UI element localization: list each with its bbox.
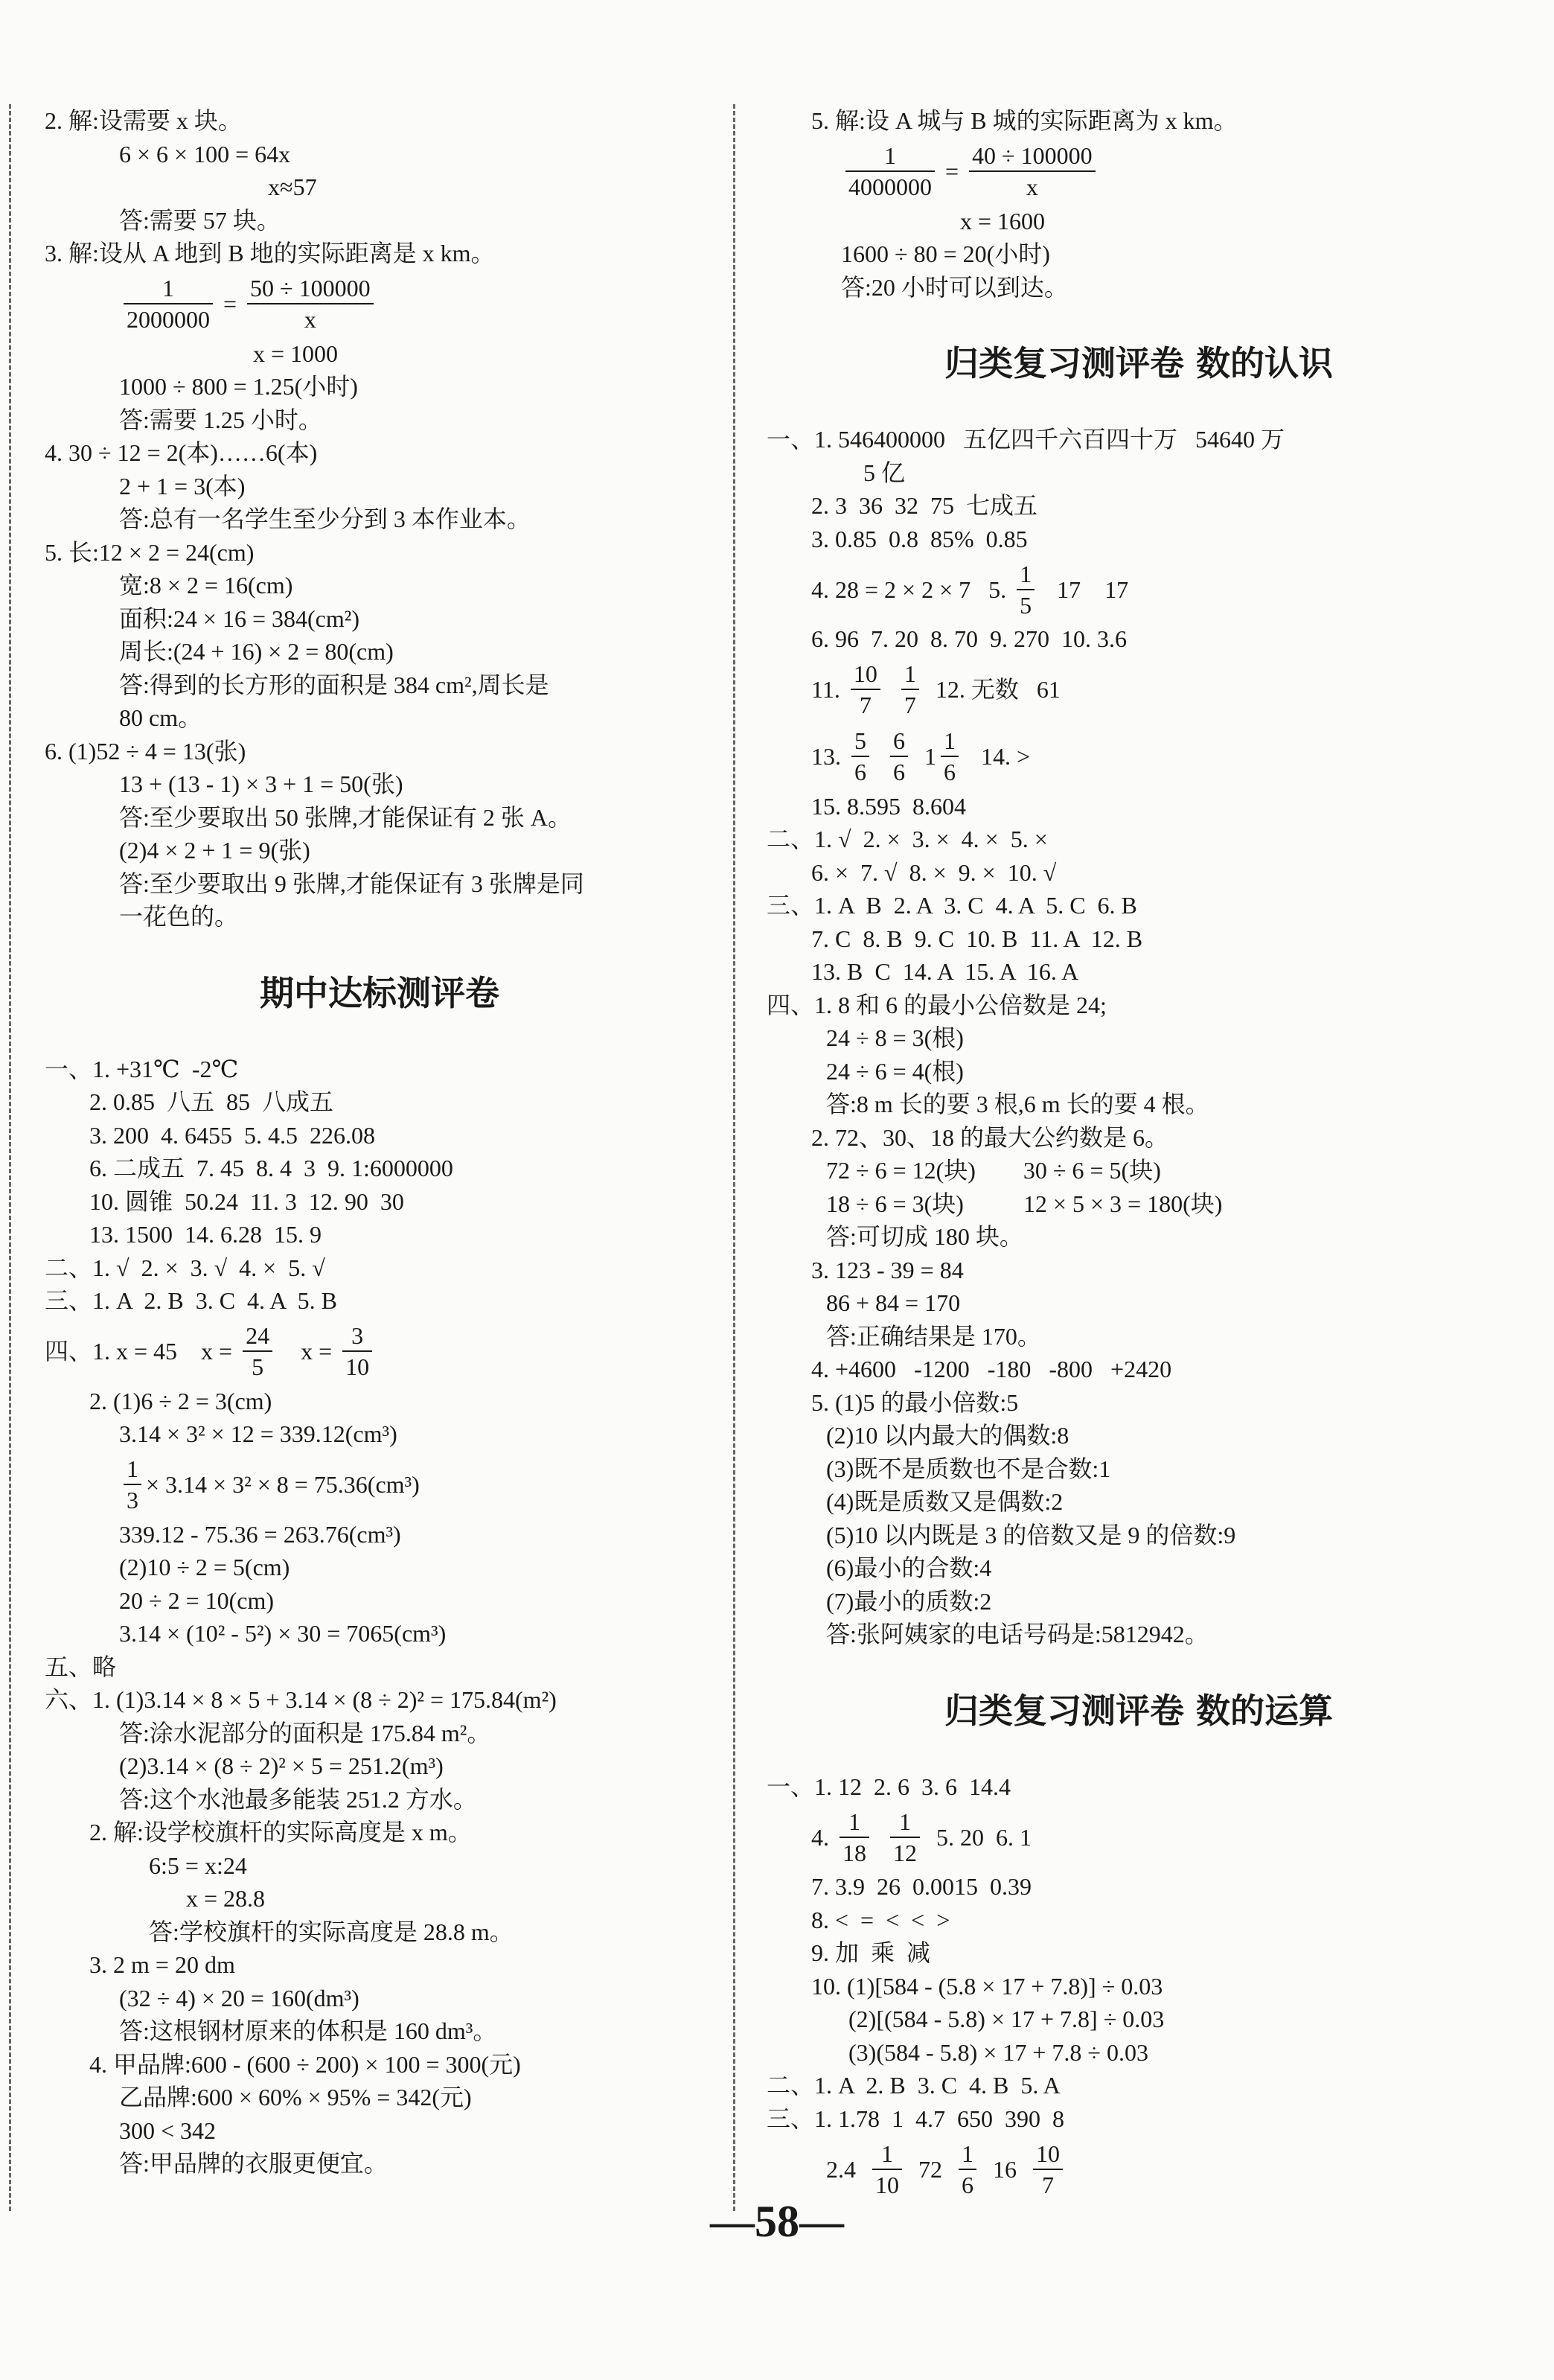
line-text: 答:8 m 长的要 3 根,6 m 长的要 4 根。 xyxy=(826,1091,1209,1117)
answer-line xyxy=(811,622,1127,655)
answer-line xyxy=(811,856,1056,889)
line-text: x = 1000 xyxy=(253,339,339,367)
line-text: 6:5 = x:24 xyxy=(149,1851,247,1879)
answer-line xyxy=(45,1650,116,1683)
line-text: 2. (1)6 ÷ 2 = 3(cm) xyxy=(89,1387,272,1414)
answer-line xyxy=(119,1417,397,1450)
line-text: 3.14 × 3² × 12 = 339.12(cm³) xyxy=(119,1420,397,1447)
text-segment xyxy=(874,725,886,788)
answer-line xyxy=(119,669,549,701)
line-text: 六、1. (1)3.14 × 8 × 5 + 3.14 × (8 ÷ 2)² = 175.84(m²) xyxy=(45,1686,557,1713)
text-segment: 16 xyxy=(981,2155,1029,2183)
line-text: 答:甲品牌的衣服更便宜。 xyxy=(119,2150,388,2177)
fraction-denominator: 10 xyxy=(875,2171,899,2198)
line-text: 15. 8.595 8.604 xyxy=(811,792,966,820)
answer-line xyxy=(119,1617,446,1650)
line-text: 一、1. +31℃ -2℃ xyxy=(45,1055,239,1082)
line-text: 答:可切成 180 块。 xyxy=(826,1223,1023,1250)
line-text: 一花色的。 xyxy=(119,903,239,930)
line-text: 5 亿 xyxy=(863,459,906,486)
fraction-denominator: 10 xyxy=(345,1353,370,1381)
line-text: x≈57 xyxy=(268,173,317,200)
answer-line xyxy=(119,470,245,503)
answer-line xyxy=(45,1683,557,1716)
fraction xyxy=(124,1454,141,1515)
line-text: 宽:8 × 2 = 16(cm) xyxy=(119,572,293,599)
line-text: 3. 0.85 0.8 85% 0.85 xyxy=(811,525,1028,552)
line-text: 300 < 342 xyxy=(119,2116,217,2144)
line-text: 20 ÷ 2 = 10(cm) xyxy=(119,1586,275,1614)
answer-line xyxy=(119,2081,472,2113)
fraction xyxy=(840,1807,869,1868)
fraction-denominator: 6 xyxy=(893,759,905,786)
line-text: 13 + (13 - 1) × 3 + 1 = 50(张) xyxy=(119,771,403,797)
section-title: 归类复习测评卷 数的认识 xyxy=(944,343,1333,383)
text-segment: 5. 20 6. 1 xyxy=(924,1823,1032,1851)
answer-line xyxy=(811,1803,1032,1866)
line-text: 3. 200 4. 6455 5. 4.5 226.08 xyxy=(89,1121,375,1149)
fraction xyxy=(845,141,935,202)
line-text: (2)10 以内最大的偶数:8 xyxy=(826,1422,1069,1449)
line-text: 周长:(24 + 16) × 2 = 80(cm) xyxy=(119,638,394,665)
line-text: 86 + 84 = 170 xyxy=(826,1289,961,1316)
text-segment xyxy=(874,1806,886,1869)
answer-line xyxy=(811,523,1028,555)
answer-line xyxy=(811,1970,1163,2003)
answer-line xyxy=(767,2069,1061,2102)
text-segment: 1 xyxy=(912,743,936,771)
line-text: 80 cm。 xyxy=(119,704,202,731)
answer-line xyxy=(826,1055,964,1088)
answer-line xyxy=(119,1551,290,1583)
answer-line xyxy=(119,1982,359,2014)
answer-line xyxy=(89,1385,272,1417)
answer-line xyxy=(45,1053,238,1085)
line-text: 答:正确结果是 170。 xyxy=(826,1322,1041,1350)
answer-line xyxy=(811,955,1078,988)
line-text: 答:总有一名学生至少分到 3 本作业本。 xyxy=(119,505,531,532)
answer-line xyxy=(767,989,1107,1021)
answer-line xyxy=(811,1353,1171,1385)
fraction-numerator: 1 xyxy=(890,1807,920,1838)
fraction xyxy=(1033,2139,1063,2200)
text-segment: 4. 28 = 2 × 2 × 7 5. xyxy=(811,575,1013,603)
line-text: 3.14 × (10² - 5²) × 30 = 7065(cm³) xyxy=(119,1620,447,1647)
line-text: 2. 解:设学校旗杆的实际高度是 x m。 xyxy=(89,1819,472,1845)
fraction-numerator: 1 xyxy=(1017,559,1035,590)
line-text: 8. < = < < > xyxy=(811,1906,950,1933)
answer-line xyxy=(119,503,531,535)
line-text: 二、1. √ 2. × 3. √ 4. × 5. √ xyxy=(45,1254,325,1281)
line-text: (4)既是质数又是偶数:2 xyxy=(826,1488,1064,1515)
answer-line xyxy=(45,104,242,137)
line-text: 339.12 - 75.36 = 263.76(cm³) xyxy=(119,1520,401,1548)
column-divider xyxy=(733,104,735,2211)
answer-line xyxy=(186,1882,265,1915)
answer-line xyxy=(119,2114,216,2147)
answer-line xyxy=(767,889,1137,922)
fraction-numerator: 6 xyxy=(890,726,908,757)
line-text: 一、1. 12 2. 6 3. 6 14.4 xyxy=(767,1773,1011,1800)
answer-line xyxy=(826,1485,1063,1518)
line-text: 1000 ÷ 800 = 1.25(小时) xyxy=(119,373,358,400)
line-text: 乙品牌:600 × 60% × 95% = 342(元) xyxy=(119,2084,472,2111)
answer-line xyxy=(811,1904,950,1936)
text-segment xyxy=(885,658,897,721)
line-text: x = 1600 xyxy=(960,207,1046,235)
answer-line xyxy=(45,237,494,269)
answer-line xyxy=(119,1451,420,1513)
answer-line xyxy=(811,790,966,823)
answer-line xyxy=(89,1119,375,1152)
line-text: 72 ÷ 6 = 12(块) 30 ÷ 6 = 5(块) xyxy=(826,1157,1161,1184)
line-text: (3)(584 - 5.8) × 17 + 7.8 ÷ 0.03 xyxy=(848,2038,1148,2066)
line-text: (2)[(584 - 5.8) × 17 + 7.8] ÷ 0.03 xyxy=(848,2006,1165,2032)
line-text: x = 28.8 xyxy=(186,1885,266,1912)
fraction-numerator: 10 xyxy=(1033,2139,1063,2170)
line-text: 13. B C 14. A 15. A 16. A xyxy=(811,958,1079,985)
line-text: (32 ÷ 4) × 20 = 160(dm³) xyxy=(119,1984,359,2011)
line-text: 五、略 xyxy=(45,1653,117,1680)
fraction-numerator: 10 xyxy=(851,659,880,690)
fraction-denominator: 3 xyxy=(127,1487,138,1514)
answer-line xyxy=(848,2036,1148,2069)
answer-line xyxy=(826,1088,1209,1120)
line-text: 3. 2 m = 20 dm xyxy=(89,1951,235,1978)
answer-line xyxy=(119,834,310,867)
fraction-numerator: 1 xyxy=(941,726,959,757)
answer-line xyxy=(826,1419,1069,1452)
line-text: 答:这根钢材原来的体积是 160 dm³。 xyxy=(119,2017,497,2044)
answer-line xyxy=(119,1717,490,1749)
fraction-numerator: 40 ÷ 100000 xyxy=(969,141,1096,172)
answer-line xyxy=(826,1551,991,1584)
fraction xyxy=(890,726,908,787)
fraction-denominator: 2000000 xyxy=(127,306,210,334)
answer-line xyxy=(848,2003,1164,2035)
fraction-numerator: 1 xyxy=(124,273,213,304)
section-title: 归类复习测评卷 数的运算 xyxy=(944,1690,1333,1731)
left-margin-divider xyxy=(9,104,11,2211)
line-text: 三、1. A B 2. A 3. C 4. A 5. C 6. B xyxy=(767,892,1137,919)
line-text: 7. C 8. B 9. C 10. B 11. A 12. B xyxy=(811,925,1143,952)
line-text: 三、1. A 2. B 3. C 4. A 5. B xyxy=(45,1287,337,1314)
line-text: (7)最小的质数:2 xyxy=(826,1587,992,1615)
answer-line xyxy=(45,436,317,469)
fraction xyxy=(247,273,374,334)
text-segment: = xyxy=(939,158,965,185)
answer-line xyxy=(119,801,572,834)
line-text: 24 ÷ 8 = 3(根) xyxy=(826,1024,964,1051)
line-text: 答:这个水池最多能装 251.2 方水。 xyxy=(119,1785,477,1813)
line-text: 面积:24 × 16 = 384(cm²) xyxy=(119,604,359,632)
answer-line xyxy=(119,1584,274,1617)
fraction-denominator: x xyxy=(304,306,316,334)
answer-line xyxy=(811,104,1237,137)
answer-line xyxy=(119,867,584,900)
text-segment: 11. xyxy=(811,676,846,704)
answer-line xyxy=(767,1770,1011,1803)
answer-line xyxy=(119,701,202,734)
answer-line xyxy=(149,1915,514,1948)
answer-line xyxy=(826,1618,1209,1650)
answer-line xyxy=(119,1783,477,1816)
line-text: 4. +4600 -1200 -180 -800 +2420 xyxy=(811,1356,1172,1382)
fraction xyxy=(124,273,213,334)
line-text: (2)4 × 2 + 1 = 9(张) xyxy=(119,837,310,864)
answer-line xyxy=(45,735,246,768)
answer-line xyxy=(811,723,1030,785)
fraction xyxy=(941,726,959,787)
answer-line xyxy=(119,1749,444,1782)
text-segment: x = xyxy=(277,1338,339,1365)
answer-line xyxy=(863,456,905,489)
answer-line xyxy=(811,1254,964,1286)
fraction-numerator: 24 xyxy=(243,1321,272,1352)
line-text: 6. (1)52 ÷ 4 = 13(张) xyxy=(45,737,246,765)
answer-line xyxy=(767,423,1285,456)
fraction-denominator: 12 xyxy=(893,1839,917,1866)
answer-line xyxy=(45,1284,337,1317)
line-text: 答:得到的长方形的面积是 384 cm²,周长是 xyxy=(119,671,549,698)
fraction-denominator: 7 xyxy=(904,692,916,719)
text-segment: 13. xyxy=(811,743,847,771)
fraction xyxy=(969,141,1096,202)
line-text: 答:需要 1.25 小时。 xyxy=(119,406,322,433)
line-text: 一、1. 546400000 五亿四千六百四十万 54640 万 xyxy=(767,426,1285,453)
line-text: 6. 二成五 7. 45 8. 4 3 9. 1:6000000 xyxy=(89,1155,453,1181)
fraction-numerator: 1 xyxy=(845,141,935,172)
line-text: 5. (1)5 的最小倍数:5 xyxy=(811,1388,1019,1416)
answer-line xyxy=(89,1218,322,1251)
line-text: 2. 72、30、18 的最大公约数是 6。 xyxy=(811,1123,1169,1151)
fraction-numerator: 1 xyxy=(840,1807,869,1838)
answer-line xyxy=(811,922,1142,955)
answer-line xyxy=(826,1220,1023,1253)
fraction xyxy=(851,659,880,720)
answer-line xyxy=(119,270,378,333)
line-text: 答:学校旗杆的实际高度是 28.8 m。 xyxy=(149,1918,514,1945)
fraction-denominator: 5 xyxy=(252,1353,264,1381)
answer-line xyxy=(119,2147,388,2180)
answer-line xyxy=(89,1816,472,1848)
line-text: 答:张阿姨家的电话号码是:5812942。 xyxy=(826,1621,1209,1647)
text-segment: 12. 无数 61 xyxy=(923,676,1061,704)
fraction-denominator: 7 xyxy=(1042,2171,1054,2198)
answer-line xyxy=(826,1320,1041,1353)
answer-line xyxy=(119,900,238,933)
text-segment: 2.4 xyxy=(826,2155,868,2183)
fraction xyxy=(959,2139,976,2200)
answer-line xyxy=(767,2102,1064,2135)
answer-line xyxy=(811,1121,1168,1154)
line-text: 答:需要 57 块。 xyxy=(119,206,281,234)
answer-line xyxy=(119,2014,496,2047)
answer-line xyxy=(119,403,322,436)
text-segment: 四、1. x = 45 x = xyxy=(45,1338,239,1365)
line-text: 答:至少要取出 50 张牌,才能保证有 2 张 A。 xyxy=(119,803,572,831)
text-segment: = xyxy=(217,290,243,318)
answer-line xyxy=(119,204,281,237)
answer-line xyxy=(811,1870,1032,1903)
answer-line xyxy=(45,1318,377,1380)
line-text: 4. 甲品牌:600 - (600 ÷ 200) × 100 = 300(元) xyxy=(89,2050,521,2078)
answer-line xyxy=(89,1085,333,1118)
answer-line xyxy=(89,1152,453,1184)
fraction xyxy=(342,1321,372,1382)
answer-line xyxy=(960,205,1045,237)
answer-line xyxy=(826,2135,1067,2198)
answer-line xyxy=(826,1519,1235,1551)
answer-line xyxy=(119,569,292,602)
answer-line xyxy=(45,536,254,569)
line-text: 3. 解:设从 A 地到 B 地的实际距离是 x km。 xyxy=(45,240,495,267)
line-text: 答:涂水泥部分的面积是 175.84 m²。 xyxy=(119,1719,491,1746)
text-segment: × 3.14 × 3² × 8 = 75.36(cm³) xyxy=(146,1471,420,1499)
line-text: 2. 0.85 八五 85 八成五 xyxy=(89,1088,334,1115)
fraction-numerator: 1 xyxy=(901,659,919,690)
fraction-denominator: x xyxy=(1026,173,1038,201)
answer-line xyxy=(268,170,317,203)
line-text: (2)10 ÷ 2 = 5(cm) xyxy=(119,1554,290,1580)
fraction-denominator: 5 xyxy=(1020,591,1032,619)
answer-line xyxy=(841,271,1068,304)
answer-line xyxy=(811,1936,930,1969)
fraction-numerator: 1 xyxy=(959,2139,976,2170)
line-text: (2)3.14 × (8 ÷ 2)² × 5 = 251.2(m³) xyxy=(119,1752,444,1779)
line-text: 2. 3 36 32 75 七成五 xyxy=(811,492,1038,519)
answer-line xyxy=(119,768,403,800)
line-text: (5)10 以内既是 3 的倍数又是 9 的倍数:9 xyxy=(826,1521,1236,1548)
page-number: —58— xyxy=(710,2197,844,2246)
line-text: 6. × 7. √ 8. × 9. × 10. √ xyxy=(811,858,1057,886)
answer-line xyxy=(811,656,1061,718)
line-text: 10. (1)[584 - (5.8 × 17 + 7.8)] ÷ 0.03 xyxy=(811,1972,1163,2000)
answer-line xyxy=(119,138,290,170)
line-text: 答:至少要取出 9 张牌,才能保证有 3 张牌是同 xyxy=(119,870,584,897)
answer-line xyxy=(811,1386,1018,1419)
answer-line xyxy=(119,1518,401,1551)
answer-line xyxy=(119,370,358,403)
line-text: 18 ÷ 6 = 3(块) 12 × 5 × 3 = 180(块) xyxy=(826,1190,1223,1217)
line-text: 2 + 1 = 3(本) xyxy=(119,472,246,500)
line-text: 答:20 小时可以到达。 xyxy=(841,273,1068,301)
answer-line xyxy=(826,1187,1222,1220)
text-segment: 4. xyxy=(811,1823,835,1851)
answer-line xyxy=(841,138,1100,200)
answer-line xyxy=(119,602,359,635)
line-text: 三、1. 1.78 1 4.7 650 390 8 xyxy=(767,2105,1065,2132)
line-text: 13. 1500 14. 6.28 15. 9 xyxy=(89,1221,322,1248)
answer-line xyxy=(826,1021,964,1054)
answer-line xyxy=(826,1452,1110,1485)
line-text: 6. 96 7. 20 8. 70 9. 270 10. 3.6 xyxy=(811,625,1127,652)
line-text: (6)最小的合数:4 xyxy=(826,1554,992,1581)
line-text: 6 × 6 × 100 = 64x xyxy=(119,140,291,168)
answer-line xyxy=(89,1948,235,1981)
line-text: 24 ÷ 6 = 4(根) xyxy=(826,1057,964,1085)
answer-line xyxy=(811,555,1128,618)
answer-line xyxy=(45,1251,325,1284)
answer-line xyxy=(767,823,1048,855)
fraction xyxy=(901,659,919,720)
answer-line xyxy=(826,1154,1161,1187)
line-text: 2. 解:设需要 x 块。 xyxy=(45,107,242,134)
fraction-numerator: 5 xyxy=(851,726,869,757)
fraction-denominator: 6 xyxy=(944,759,956,786)
fraction-denominator: 7 xyxy=(859,692,872,719)
fraction-denominator: 6 xyxy=(854,759,866,786)
line-text: 10. 圆锥 50.24 11. 3 12. 90 30 xyxy=(89,1187,404,1215)
text-segment: 72 xyxy=(906,2155,954,2183)
fraction-denominator: 4000000 xyxy=(848,173,932,201)
fraction xyxy=(872,2139,902,2200)
fraction-numerator: 50 ÷ 100000 xyxy=(247,273,374,304)
fraction-numerator: 1 xyxy=(124,1454,141,1485)
line-text: 3. 123 - 39 = 84 xyxy=(811,1256,964,1283)
answer-line xyxy=(826,1585,991,1618)
line-text: 二、1. A 2. B 3. C 4. B 5. A xyxy=(767,2072,1061,2099)
fraction xyxy=(243,1321,272,1382)
line-text: 二、1. √ 2. × 3. × 4. × 5. × xyxy=(767,826,1048,852)
fraction-numerator: 3 xyxy=(342,1321,372,1352)
fraction-denominator: 18 xyxy=(842,1839,866,1866)
line-text: 5. 长:12 × 2 = 24(cm) xyxy=(45,538,255,566)
fraction xyxy=(1017,559,1035,620)
fraction xyxy=(890,1807,920,1868)
line-text: 9. 加 乘 减 xyxy=(811,1939,931,1966)
text-segment: 14. > xyxy=(963,743,1031,771)
line-text: 4. 30 ÷ 12 = 2(本)……6(本) xyxy=(45,439,318,466)
answer-line xyxy=(119,635,394,668)
answer-line xyxy=(826,1286,960,1319)
fraction-numerator: 1 xyxy=(872,2139,902,2170)
line-text: (3)既不是质数也不是合数:1 xyxy=(826,1455,1111,1482)
fraction xyxy=(851,726,869,787)
answer-line xyxy=(89,2048,521,2081)
line-text: 5. 解:设 A 城与 B 城的实际距离为 x km。 xyxy=(811,107,1238,134)
line-text: 7. 3.9 26 0.0015 0.39 xyxy=(811,1873,1032,1900)
answer-line xyxy=(89,1185,404,1218)
answer-line xyxy=(841,237,1050,270)
text-segment: 17 17 xyxy=(1039,575,1129,603)
fraction-denominator: 6 xyxy=(962,2171,973,2198)
answer-line xyxy=(811,489,1037,522)
section-title: 期中达标测评卷 xyxy=(260,972,499,1013)
answer-line xyxy=(253,337,338,370)
answer-line xyxy=(149,1849,247,1882)
line-text: 1600 ÷ 80 = 20(小时) xyxy=(841,240,1050,267)
line-text: 四、1. 8 和 6 的最小公倍数是 24; xyxy=(767,991,1107,1018)
